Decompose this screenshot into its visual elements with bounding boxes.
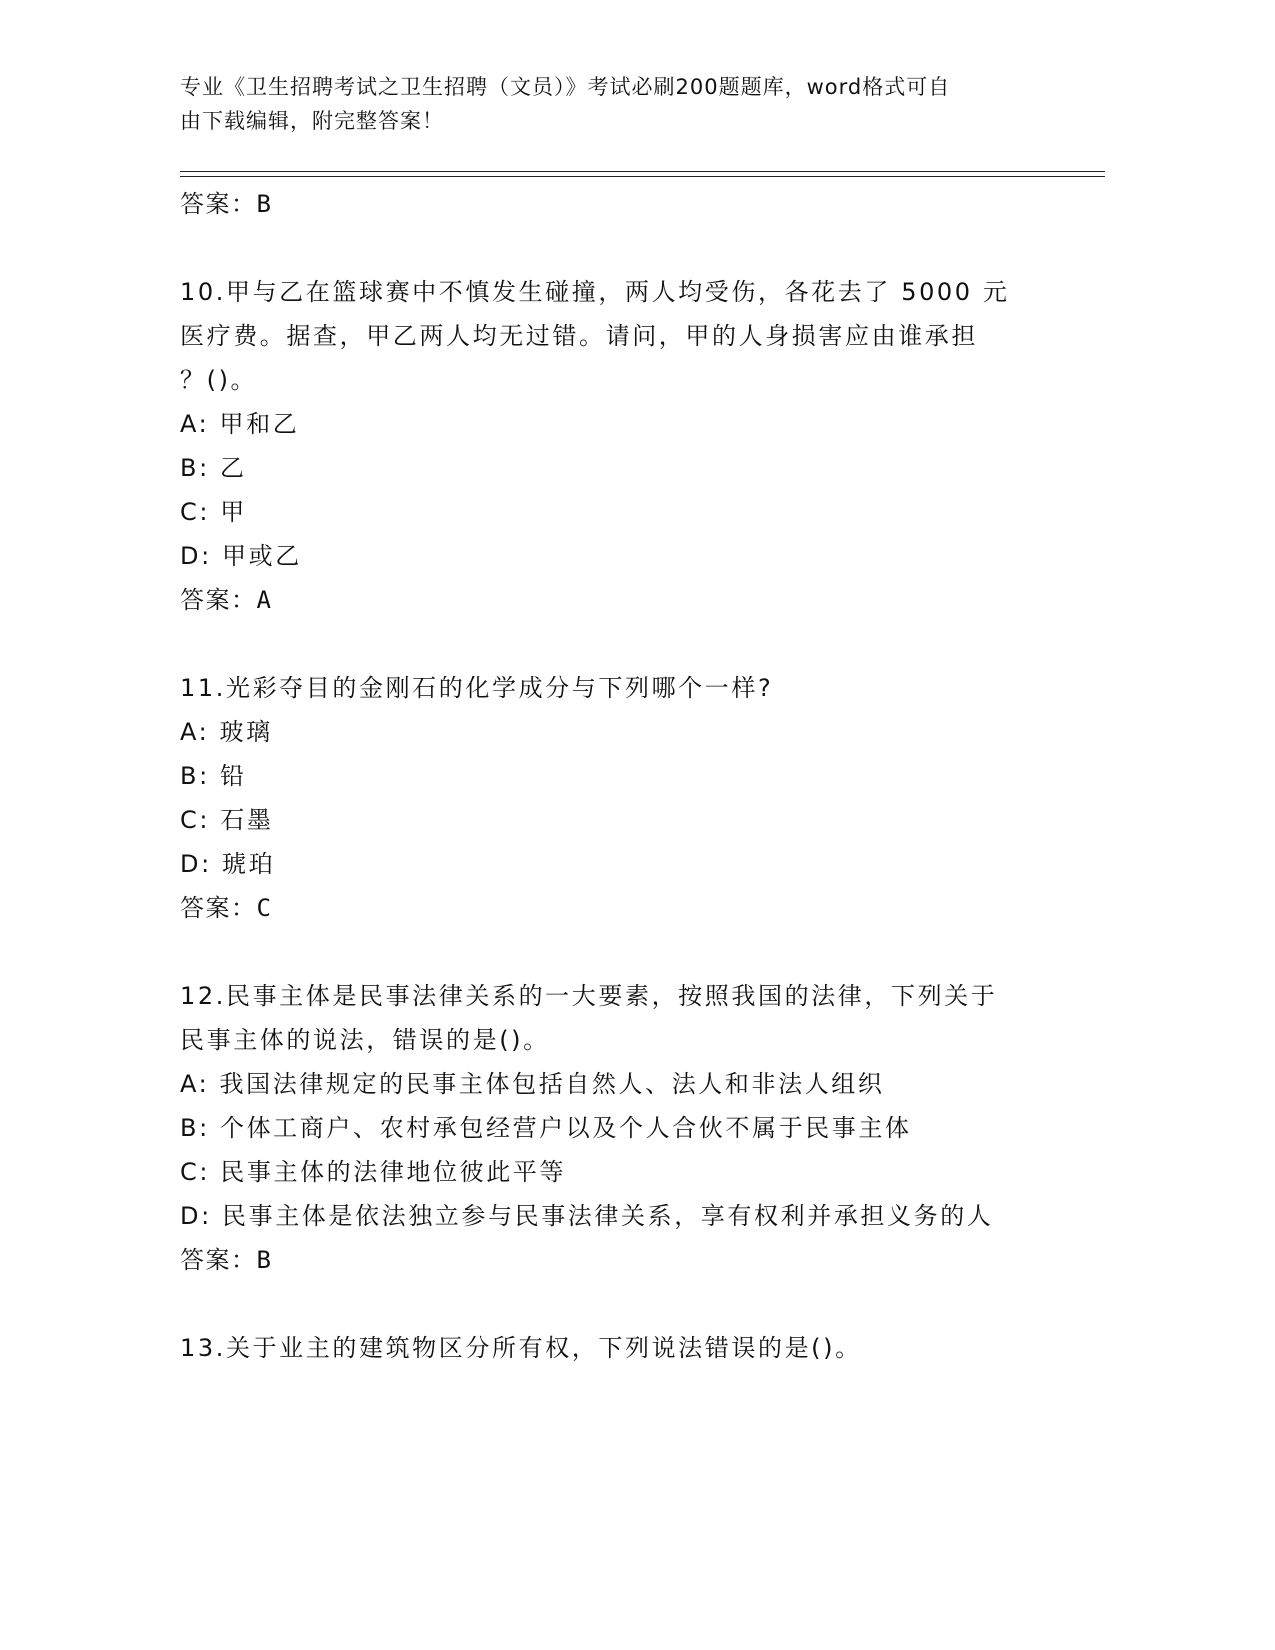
question-10	[180, 270, 1060, 622]
option-d: D: 甲或乙	[180, 542, 302, 570]
spacer	[180, 930, 1060, 974]
header-divider-thick	[180, 176, 1105, 177]
question-stem: 民事主体的说法，错误的是()。	[180, 1026, 550, 1054]
answer-prefix: 答案：	[180, 1246, 257, 1274]
question-stem: 10.甲与乙在篮球赛中不慎发生碰撞，两人均受伤，各花去了 5000 元	[180, 278, 1010, 306]
option-a: A: 玻璃	[180, 718, 273, 746]
question-13	[180, 1326, 1060, 1370]
question-stem: ？()。	[180, 366, 258, 394]
answer-value: A	[256, 586, 273, 614]
spacer	[180, 1282, 1060, 1326]
question-stem: 13.关于业主的建筑物区分所有权，下列说法错误的是()。	[180, 1334, 862, 1362]
answer-line	[180, 886, 1060, 930]
answer-value: B	[256, 190, 273, 218]
question-stem: 医疗费。据查，甲乙两人均无过错。请问，甲的人身损害应由谁承担	[180, 322, 978, 350]
answer-prefix: 答案：	[180, 894, 257, 922]
option-d: D: 琥珀	[180, 850, 276, 878]
question-11	[180, 666, 1060, 930]
question-list	[180, 182, 1060, 1370]
answer-prefix: 答案：	[180, 586, 257, 614]
document-header	[180, 70, 1040, 138]
option-c: C: 甲	[180, 498, 247, 526]
option-d: D: 民事主体是依法独立参与民事法律关系，享有权利并承担义务的人	[180, 1202, 994, 1230]
answer-line	[180, 182, 1060, 226]
question-12	[180, 974, 1060, 1282]
spacer	[180, 226, 1060, 270]
spacer	[180, 622, 1060, 666]
option-c: C: 民事主体的法律地位彼此平等	[180, 1158, 567, 1186]
option-a: A: 我国法律规定的民事主体包括自然人、法人和非法人组织	[180, 1070, 885, 1098]
answer-value: B	[256, 1246, 273, 1274]
header-divider-thin	[180, 171, 1105, 172]
option-b: B: 乙	[180, 454, 247, 482]
option-b: B: 铅	[180, 762, 247, 790]
answer-line	[180, 1238, 1060, 1282]
answer-prefix: 答案：	[180, 190, 257, 218]
answer-value: C	[256, 894, 273, 922]
question-stem: 12.民事主体是民事法律关系的一大要素，按照我国的法律，下列关于	[180, 982, 998, 1010]
option-b: B: 个体工商户、农村承包经营户以及个人合伙不属于民事主体	[180, 1114, 912, 1142]
header-line-2: 由下载编辑，附完整答案！	[180, 109, 444, 133]
answer-line	[180, 578, 1060, 622]
option-c: C: 石墨	[180, 806, 274, 834]
option-a: A: 甲和乙	[180, 410, 300, 438]
question-stem: 11.光彩夺目的金刚石的化学成分与下列哪个一样?	[180, 674, 774, 702]
header-line-1: 专业《卫生招聘考试之卫生招聘（文员）》考试必刷200题题库，word格式可自	[180, 75, 951, 99]
